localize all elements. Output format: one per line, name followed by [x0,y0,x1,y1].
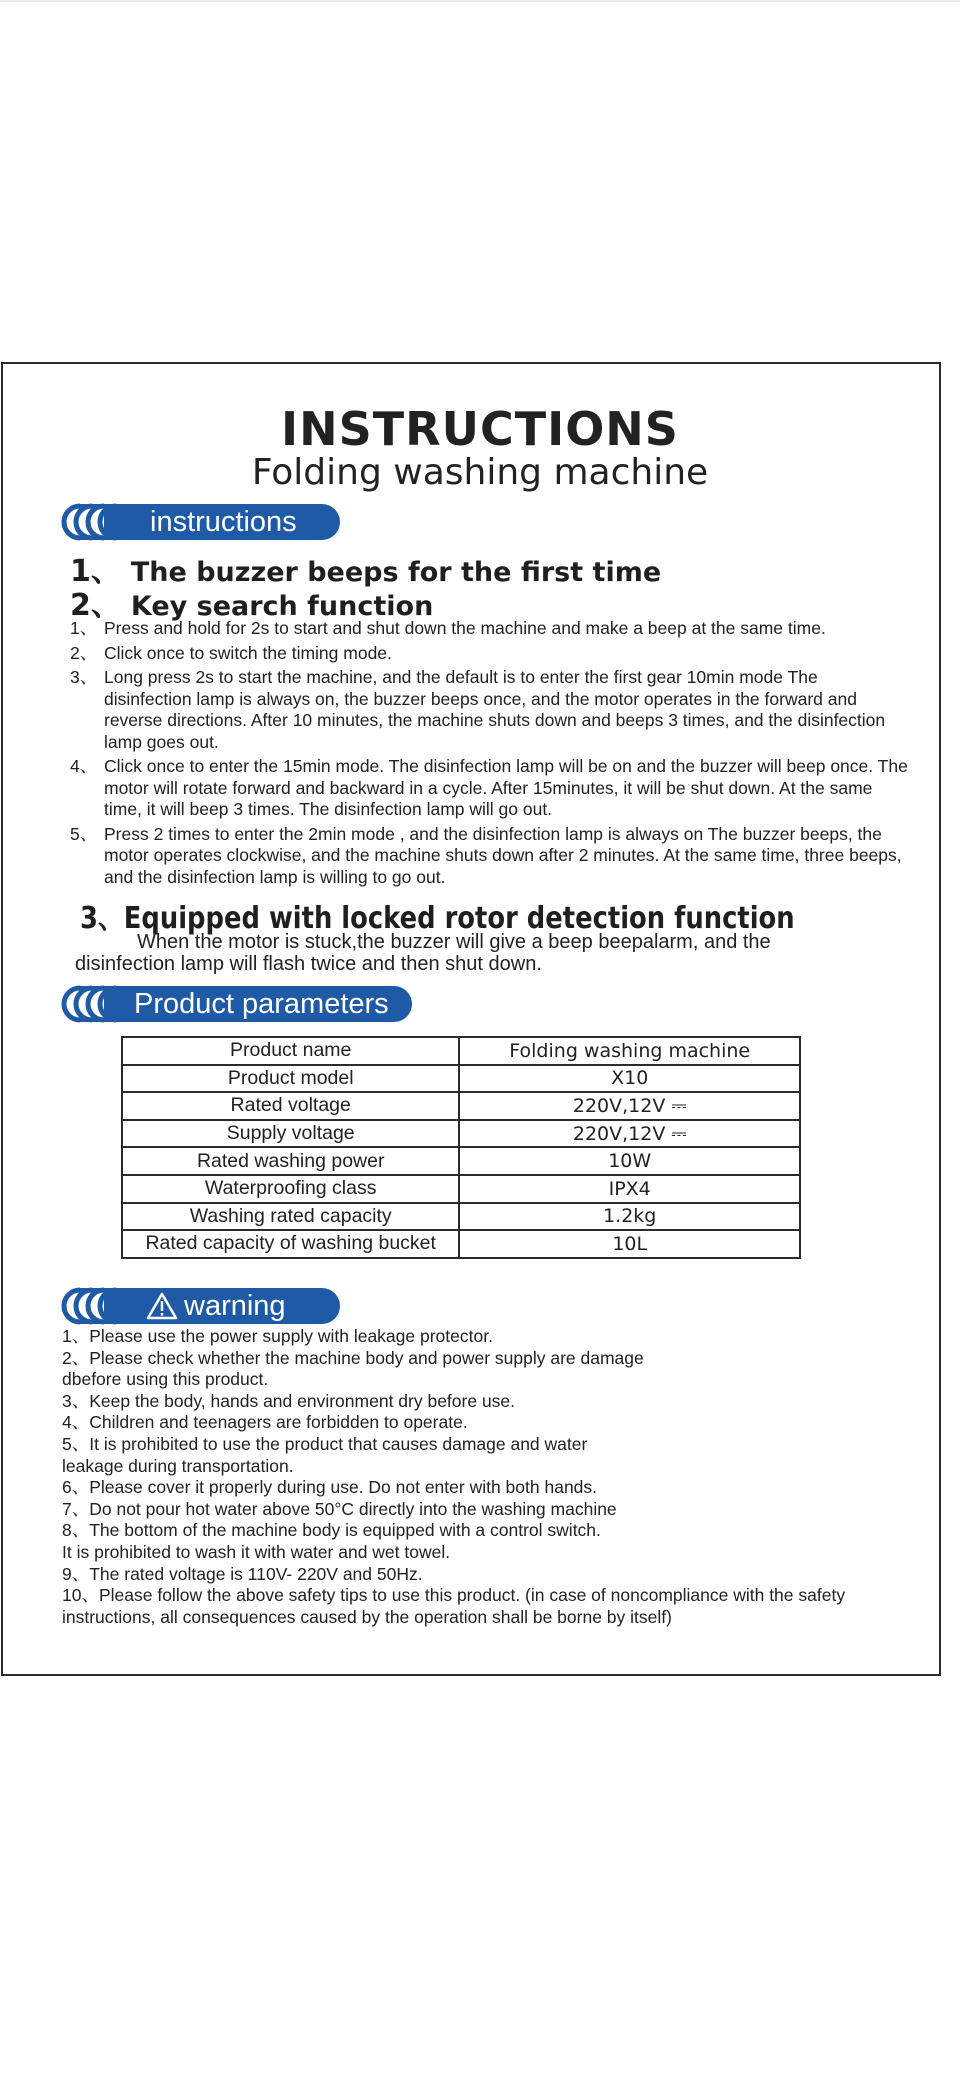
instructions-banner-label: instructions [150,506,297,538]
warning-line: leakage during transportation. [62,1455,294,1476]
instructions-section-banner [62,504,340,540]
table-row [122,1037,800,1065]
heading-locked-rotor: 3、Equipped with locked rotor detection function [80,901,795,936]
table-row [122,1230,800,1258]
heading-key-search-text: Key search function [130,591,434,622]
list-item-number: 1、 [70,618,98,638]
page-title: INSTRUCTIONS [281,402,679,456]
param-label: Washing rated capacity [122,1203,459,1231]
list-item [70,667,910,753]
param-label: Supply voltage [122,1120,459,1148]
warning-line: instructions, all consequences caused by the operation shall be borne by itself) [62,1606,672,1627]
list-item-text: Click once to switch the timing mode. [104,642,392,663]
top-divider [0,0,960,2]
table-row [122,1120,800,1148]
param-value: 220V,12V ⎓ [459,1092,800,1120]
warning-line: 9、The rated voltage is 110V- 220V and 50Hz. [62,1563,423,1584]
param-value: Folding washing machine [459,1037,800,1065]
param-label: Product model [122,1065,459,1093]
warning-section-banner [62,1288,340,1324]
warning-banner-label: warning [184,1290,286,1322]
warning-line: 6、Please cover it properly during use. Do not enter with both hands. [62,1477,598,1498]
param-label: Rated capacity of washing bucket [122,1230,459,1258]
param-label: Waterproofing class [122,1175,459,1203]
table-row [122,1147,800,1175]
param-value: IPX4 [459,1175,800,1203]
warning-line: dbefore using this product. [62,1369,269,1390]
list-item-number: 3、 [70,667,98,687]
param-value: 1.2kg [459,1203,800,1231]
warning-line: 3、Keep the body, hands and environment dry before use. [62,1390,516,1411]
table-row [122,1203,800,1231]
parameters-section-banner [62,986,412,1022]
list-item-text: Click once to enter the 15min mode. The disinfection lamp will be on and the buzzer will beep once. The motor will rotate forward and backward in a cycle. After 15minutes, it will be shut down. At the same time, it will beep 3 times. The disinfection lamp will go out. [104,756,908,819]
table-row [122,1065,800,1093]
table-row [122,1175,800,1203]
param-value: 10L [459,1230,800,1258]
param-value: X10 [459,1065,800,1093]
warning-line: 5、It is prohibited to use the product that causes damage and water [62,1433,588,1454]
heading-buzzer-number: 1、 [70,554,121,589]
warning-line: 10、Please follow the above safety tips to use this product. (in case of noncompliance with the safety [62,1585,846,1606]
parameters-table [121,1036,801,1259]
warning-triangle-icon [146,1292,178,1320]
parameters-banner-label: Product parameters [134,988,389,1020]
list-item-text: Press 2 times to enter the 2min mode , and the disinfection lamp is always on The buzzer beeps, the motor operates clockwise, and the machine shuts down after 2 minutes. At the same time, three beeps, and the disinfection lamp is willing to go out. [104,823,902,887]
table-row [122,1092,800,1120]
banner-arcs-icon [60,984,140,1024]
param-label: Product name [122,1037,459,1065]
warning-line: 1、Please use the power supply with leakage protector. [62,1326,493,1346]
param-label: Rated voltage [122,1092,459,1120]
warning-list [62,1326,902,1628]
list-item [70,618,910,640]
warning-line: 7、Do not pour hot water above 50°C directly into the washing machine [62,1498,617,1519]
banner-arcs-icon [60,1286,140,1326]
banner-arcs-icon [60,502,140,542]
warning-line: 8、The bottom of the machine body is equipped with a control switch. [62,1520,601,1541]
locked-rotor-paragraph: When the motor is stuck,the buzzer will give a beep beepalarm, and the disinfection lamp will flash twice and then shut down. [75,931,771,975]
list-item-number: 5、 [70,823,98,844]
list-item-number: 4、 [70,756,98,776]
param-value: 10W [459,1147,800,1175]
warning-line: It is prohibited to wash it with water and wet towel. [62,1541,451,1562]
page-subtitle: Folding washing machine [251,452,709,493]
heading-key-search-number: 2、 [70,588,121,623]
list-item-text: Long press 2s to start the machine, and the default is to enter the first gear 10min mode The disinfection lamp is always on, the buzzer beeps once, and the motor operates in the forward and reverse directions. After 10 minutes, the machine shuts down and beeps 3 times, and the disinfection lamp goes out. [104,667,886,752]
list-item-number: 2、 [70,642,98,663]
warning-line: 2、Please check whether the machine body and power supply are damage [62,1347,644,1368]
list-item [70,824,910,889]
list-item [70,643,910,665]
instruction-list [70,618,910,888]
param-value: 220V,12V ⎓ [459,1120,800,1148]
list-item-text: Press and hold for 2s to start and shut down the machine and make a beep at the same time. [104,618,826,638]
list-item [70,756,910,821]
warning-line: 4、Children and teenagers are forbidden to operate. [62,1412,468,1433]
param-label: Rated washing power [122,1147,459,1175]
heading-buzzer-text: The buzzer beeps for the first time [130,557,662,588]
